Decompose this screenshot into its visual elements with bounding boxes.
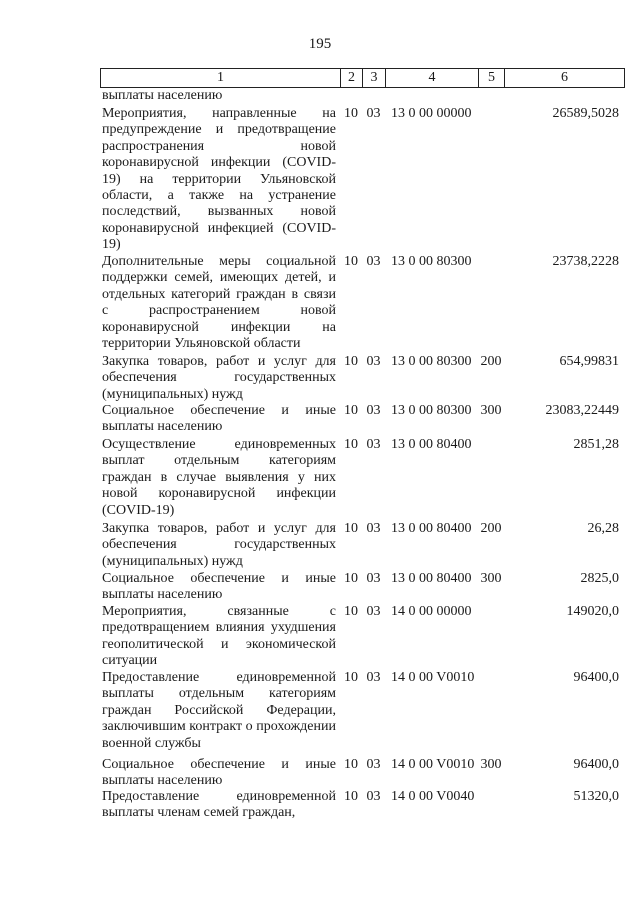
row-section: 10 bbox=[344, 604, 358, 619]
row-subsection: 03 bbox=[366, 604, 381, 619]
row-target-code: 13 0 00 00000 bbox=[391, 106, 472, 121]
row-expense-type bbox=[478, 604, 504, 670]
row-section: 10 bbox=[344, 757, 358, 772]
row-expense-type: 200 bbox=[480, 521, 502, 536]
table-row bbox=[100, 88, 625, 106]
row-target-code: 14 0 00 V0010 bbox=[391, 670, 475, 685]
row-name: Осуществление единовременных выплат отдельным категориям граждан в случае выявления у них новой коронавирусной инфекции (COVID-19) bbox=[102, 437, 336, 518]
row-subsection: 03 bbox=[366, 354, 381, 369]
row-expense-type bbox=[478, 254, 504, 354]
row-target-code: 14 0 00 V0040 bbox=[391, 789, 475, 804]
row-target-code: 14 0 00 00000 bbox=[391, 604, 472, 619]
row-section: 10 bbox=[344, 437, 358, 452]
row-expense-type: 200 bbox=[480, 354, 502, 369]
row-target-code: 13 0 00 80400 bbox=[391, 437, 472, 452]
row-section: 10 bbox=[344, 106, 358, 121]
row-amount bbox=[504, 88, 625, 106]
row-expense-type: 300 bbox=[480, 403, 502, 418]
header-col-5: 5 bbox=[479, 69, 505, 87]
row-name: Социальное обеспечение и иные выплаты населению bbox=[102, 571, 336, 603]
header-col-2: 2 bbox=[341, 69, 363, 87]
row-target-code: 13 0 00 80300 bbox=[391, 254, 472, 269]
row-section: 10 bbox=[344, 354, 358, 369]
row-amount: 51320,0 bbox=[573, 789, 619, 804]
row-expense-type bbox=[478, 106, 504, 254]
table-row bbox=[100, 521, 625, 571]
table-row bbox=[100, 106, 625, 254]
row-section: 10 bbox=[344, 254, 358, 269]
row-expense-type: 300 bbox=[480, 571, 502, 586]
row-name: Закупка товаров, работ и услуг для обеспечения государственных (муниципальных) нужд bbox=[102, 354, 336, 402]
header-col-1: 1 bbox=[101, 69, 341, 87]
row-name: Предоставление единовременной выплаты отдельным категориям граждан Российской Федерации, заключившим контракт о прохождении военной службы bbox=[102, 670, 336, 751]
row-amount: 2825,0 bbox=[580, 571, 619, 586]
table-row bbox=[100, 789, 625, 829]
table-row bbox=[100, 757, 625, 789]
row-amount: 149020,0 bbox=[566, 604, 619, 619]
row-expense-type bbox=[478, 670, 504, 757]
row-amount: 2851,28 bbox=[573, 437, 619, 452]
row-target-code: 13 0 00 80300 bbox=[391, 354, 472, 369]
row-subsection: 03 bbox=[366, 521, 381, 536]
row-subsection: 03 bbox=[366, 106, 381, 121]
row-section bbox=[340, 88, 362, 106]
row-section: 10 bbox=[344, 403, 358, 418]
table-row bbox=[100, 571, 625, 604]
row-target-code: 14 0 00 V0010 bbox=[391, 757, 475, 772]
row-subsection: 03 bbox=[366, 757, 381, 772]
table-row bbox=[100, 254, 625, 354]
header-col-4: 4 bbox=[386, 69, 479, 87]
page-number: 195 bbox=[308, 36, 332, 52]
row-subsection: 03 bbox=[366, 789, 381, 804]
table-row bbox=[100, 437, 625, 521]
row-target-code: 13 0 00 80400 bbox=[391, 521, 472, 536]
row-name: Социальное обеспечение и иные выплаты населению bbox=[102, 757, 336, 789]
row-expense-type bbox=[478, 88, 504, 106]
row-amount: 23738,2228 bbox=[552, 254, 619, 269]
row-name: выплаты населению bbox=[102, 88, 223, 103]
row-name: Дополнительные меры социальной поддержки семей, имеющих детей, и отдельных категорий граждан в связи с распространением новой коронавирусной инфекции на территории Ульяновской области bbox=[102, 254, 336, 352]
row-section: 10 bbox=[344, 571, 358, 586]
row-section: 10 bbox=[344, 521, 358, 536]
row-amount: 23083,22449 bbox=[545, 403, 619, 418]
row-name: Мероприятия, связанные с предотвращением влияния ухудшения геополитической и экономической ситуации bbox=[102, 604, 336, 669]
row-subsection bbox=[362, 88, 385, 106]
row-name: Мероприятия, направленные на предупреждение и предотвращение распространения новой коронавирусной инфекции (COVID-19) на территории Ульяновской области, а также на устранение последствий, вызванных новой коронавирусной инфекцией (COVID-19) bbox=[102, 106, 336, 253]
row-subsection: 03 bbox=[366, 254, 381, 269]
row-subsection: 03 bbox=[366, 437, 381, 452]
row-expense-type: 300 bbox=[480, 757, 502, 772]
budget-table bbox=[100, 68, 625, 829]
header-col-3: 3 bbox=[363, 69, 386, 87]
row-amount: 96400,0 bbox=[573, 670, 619, 685]
row-amount: 96400,0 bbox=[573, 757, 619, 772]
row-target-code: 13 0 00 80300 bbox=[391, 403, 472, 418]
table-row bbox=[100, 604, 625, 670]
row-target-code: 13 0 00 80400 bbox=[391, 571, 472, 586]
row-amount: 26589,5028 bbox=[552, 106, 619, 121]
header-col-6: 6 bbox=[561, 70, 568, 85]
row-expense-type bbox=[478, 789, 504, 829]
table-row bbox=[100, 354, 625, 403]
row-expense-type bbox=[478, 437, 504, 521]
row-subsection: 03 bbox=[366, 403, 381, 418]
row-section: 10 bbox=[344, 789, 358, 804]
table-row bbox=[100, 670, 625, 757]
row-subsection: 03 bbox=[366, 670, 381, 685]
table-row bbox=[100, 403, 625, 437]
row-subsection: 03 bbox=[366, 571, 381, 586]
row-amount: 654,99831 bbox=[559, 354, 619, 369]
row-name: Закупка товаров, работ и услуг для обеспечения государственных (муниципальных) нужд bbox=[102, 521, 336, 569]
row-name: Социальное обеспечение и иные выплаты населению bbox=[102, 403, 336, 435]
row-name: Предоставление единовременной выплаты членам семей граждан, bbox=[102, 789, 336, 821]
row-section: 10 bbox=[344, 670, 358, 685]
row-amount: 26,28 bbox=[587, 521, 619, 536]
table-header bbox=[100, 68, 625, 88]
row-target-code bbox=[385, 88, 478, 106]
